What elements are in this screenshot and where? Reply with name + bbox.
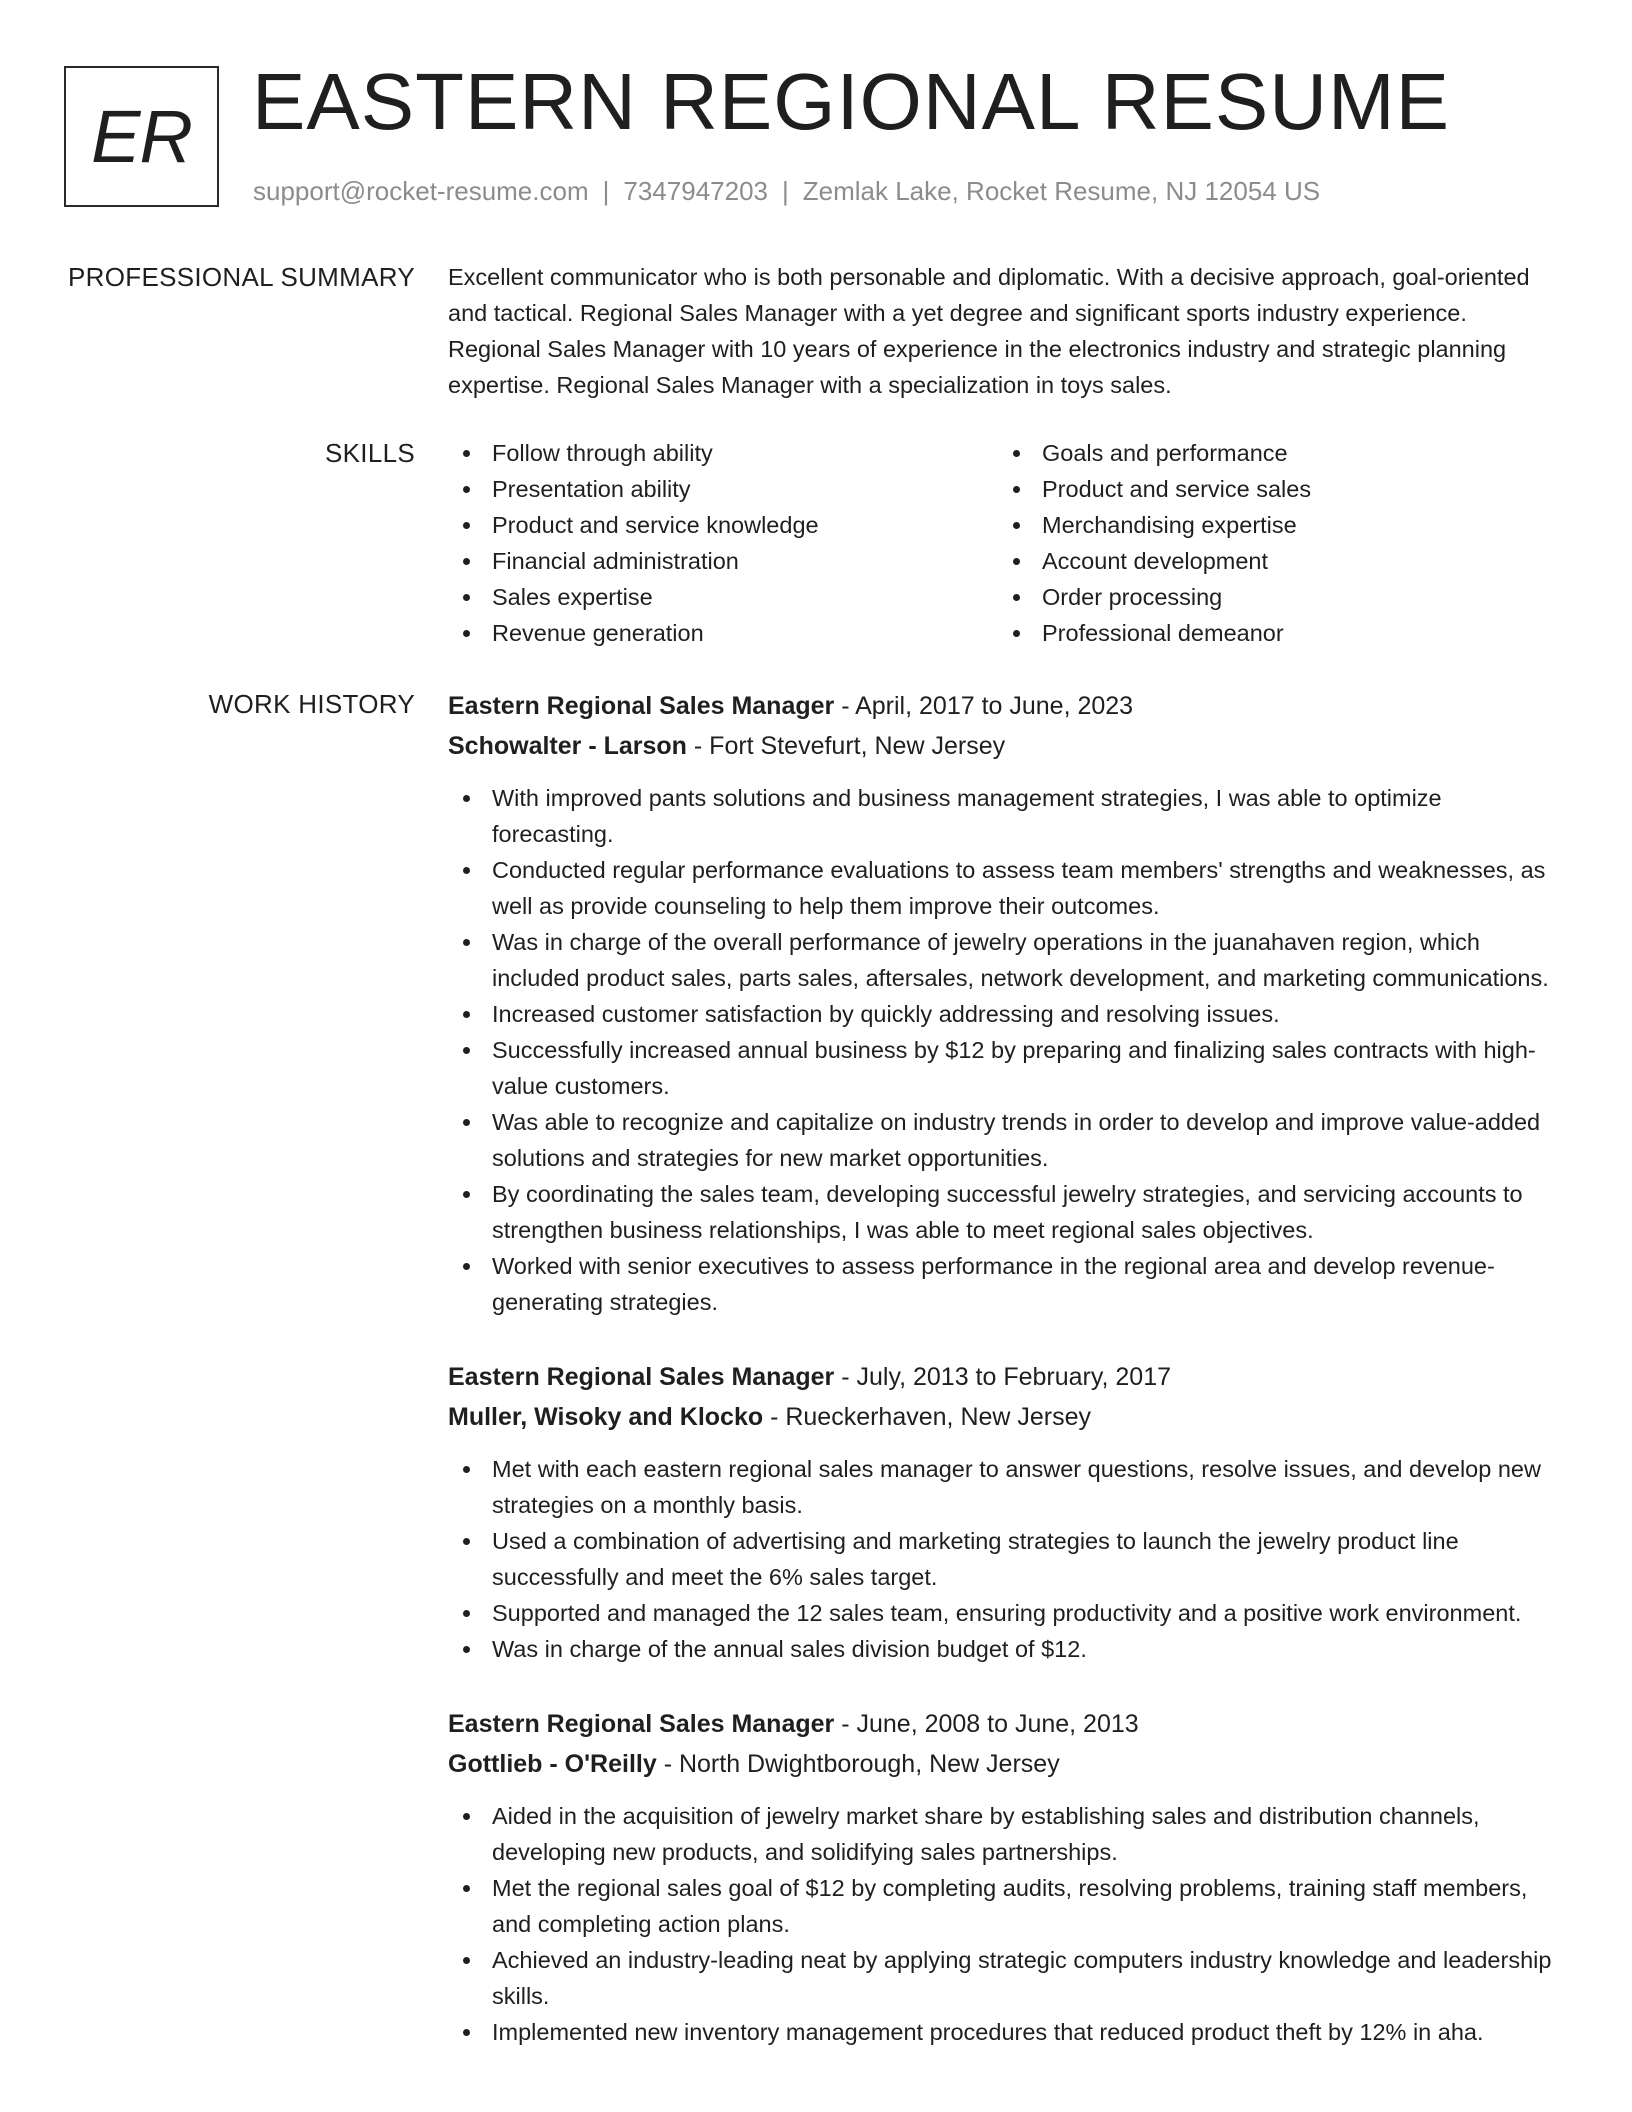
- monogram-logo: ER: [64, 66, 219, 207]
- job-bullet: Successfully increased annual business by $12 by preparing and finalizing sales contracts with high-value customers.: [448, 1032, 1563, 1104]
- job-title-line: [448, 1704, 1563, 1744]
- job-title: Eastern Regional Sales Manager: [448, 1710, 835, 1738]
- work-history-heading: WORK HISTORY: [208, 689, 415, 719]
- contact-line: [253, 174, 1320, 208]
- skill-item: Follow through ability: [448, 435, 998, 471]
- job-bullets: [448, 1798, 1563, 2050]
- skill-item: Revenue generation: [448, 615, 998, 651]
- skill-item: Goals and performance: [998, 435, 1548, 471]
- job-bullet: Conducted regular performance evaluations to assess team members' strengths and weaknesses, as well as provide counseling to help them improve their outcomes.: [448, 852, 1563, 924]
- skill-item: Product and service sales: [998, 471, 1548, 507]
- skills-left-list: [448, 435, 998, 651]
- separator: |: [602, 176, 610, 206]
- job-bullets: [448, 780, 1563, 1320]
- job-dates: - April, 2017 to June, 2023: [834, 692, 1134, 720]
- job-bullet: With improved pants solutions and business management strategies, I was able to optimize forecasting.: [448, 780, 1563, 852]
- job-bullet: Used a combination of advertising and marketing strategies to launch the jewelry product line successfully and meet the 6% sales target.: [448, 1523, 1563, 1595]
- job-company-line: [448, 1397, 1563, 1437]
- phone: 7347947203: [623, 176, 768, 206]
- separator: |: [782, 176, 789, 206]
- skill-item: Financial administration: [448, 543, 998, 579]
- skill-item: Professional demeanor: [998, 615, 1548, 651]
- job-bullet: Increased customer satisfaction by quickly addressing and resolving issues.: [448, 996, 1563, 1032]
- job-bullets: [448, 1451, 1563, 1667]
- job-bullet: Met the regional sales goal of $12 by completing audits, resolving problems, training staff members, and completing action plans.: [448, 1870, 1563, 1942]
- job-location: - Rueckerhaven, New Jersey: [763, 1403, 1092, 1431]
- job-bullet: Worked with senior executives to assess performance in the regional area and develop revenue-generating strategies.: [448, 1248, 1563, 1320]
- job-bullet: Was able to recognize and capitalize on industry trends in order to develop and improve value-added solutions and strategies for new market opportunities.: [448, 1104, 1563, 1176]
- skills-heading: SKILLS: [325, 438, 415, 468]
- summary-text: Excellent communicator who is both personable and diplomatic. With a decisive approach, goal-oriented and tactical. Regional Sales Manager with a yet degree and significant sports industry experience. Regional Sales Manager with 10 years of experience in the electronics industry and strategic planning expertise. Regional Sales Manager with a specialization in toys sales.: [448, 264, 1530, 398]
- job-title: Eastern Regional Sales Manager: [448, 692, 835, 720]
- job-bullet: Was in charge of the annual sales division budget of $12.: [448, 1631, 1563, 1667]
- job-bullet: Was in charge of the overall performance of jewelry operations in the juanahaven region, which included product sales, parts sales, aftersales, network development, and marketing communications.: [448, 924, 1563, 996]
- job-bullet: Achieved an industry-leading neat by applying strategic computers industry knowledge and leadership skills.: [448, 1942, 1563, 2014]
- skill-item: Sales expertise: [448, 579, 998, 615]
- job-dates: - July, 2013 to February, 2017: [834, 1363, 1172, 1391]
- job-entry: [448, 1357, 1563, 1667]
- skill-item: Account development: [998, 543, 1548, 579]
- job-company-line: [448, 726, 1563, 766]
- email: support@rocket-resume.com: [253, 176, 589, 206]
- job-location: - Fort Stevefurt, New Jersey: [686, 732, 1006, 760]
- company-name: Schowalter - Larson: [448, 732, 687, 760]
- job-bullet: Met with each eastern regional sales manager to answer questions, resolve issues, and develop new strategies on a monthly basis.: [448, 1451, 1563, 1523]
- job-entry: [448, 1704, 1563, 2050]
- company-name: Gottlieb - O'Reilly: [448, 1750, 657, 1778]
- company-name: Muller, Wisoky and Klocko: [448, 1403, 764, 1431]
- job-entry: [448, 686, 1563, 1320]
- job-title-line: [448, 686, 1563, 726]
- resume-title: EASTERN REGIONAL RESUME: [252, 57, 1451, 146]
- job-location: - North Dwightborough, New Jersey: [656, 1750, 1060, 1778]
- skills-right-list: [998, 435, 1548, 651]
- skill-item: Order processing: [998, 579, 1548, 615]
- job-bullet: By coordinating the sales team, developing successful jewelry strategies, and servicing accounts to strengthen business relationships, I was able to meet regional sales objectives.: [448, 1176, 1563, 1248]
- job-bullet: Implemented new inventory management procedures that reduced product theft by 12% in aha.: [448, 2014, 1563, 2050]
- job-title: Eastern Regional Sales Manager: [448, 1363, 835, 1391]
- skill-item: Merchandising expertise: [998, 507, 1548, 543]
- skill-item: Presentation ability: [448, 471, 998, 507]
- job-bullet: Supported and managed the 12 sales team, ensuring productivity and a positive work environment.: [448, 1595, 1563, 1631]
- job-company-line: [448, 1744, 1563, 1784]
- summary-heading: PROFESSIONAL SUMMARY: [68, 262, 415, 292]
- address: Zemlak Lake, Rocket Resume, NJ 12054 US: [802, 176, 1321, 206]
- skill-item: Product and service knowledge: [448, 507, 998, 543]
- job-bullet: Aided in the acquisition of jewelry market share by establishing sales and distribution channels, developing new products, and solidifying sales partnerships.: [448, 1798, 1563, 1870]
- job-dates: - June, 2008 to June, 2013: [834, 1710, 1139, 1738]
- job-title-line: [448, 1357, 1563, 1397]
